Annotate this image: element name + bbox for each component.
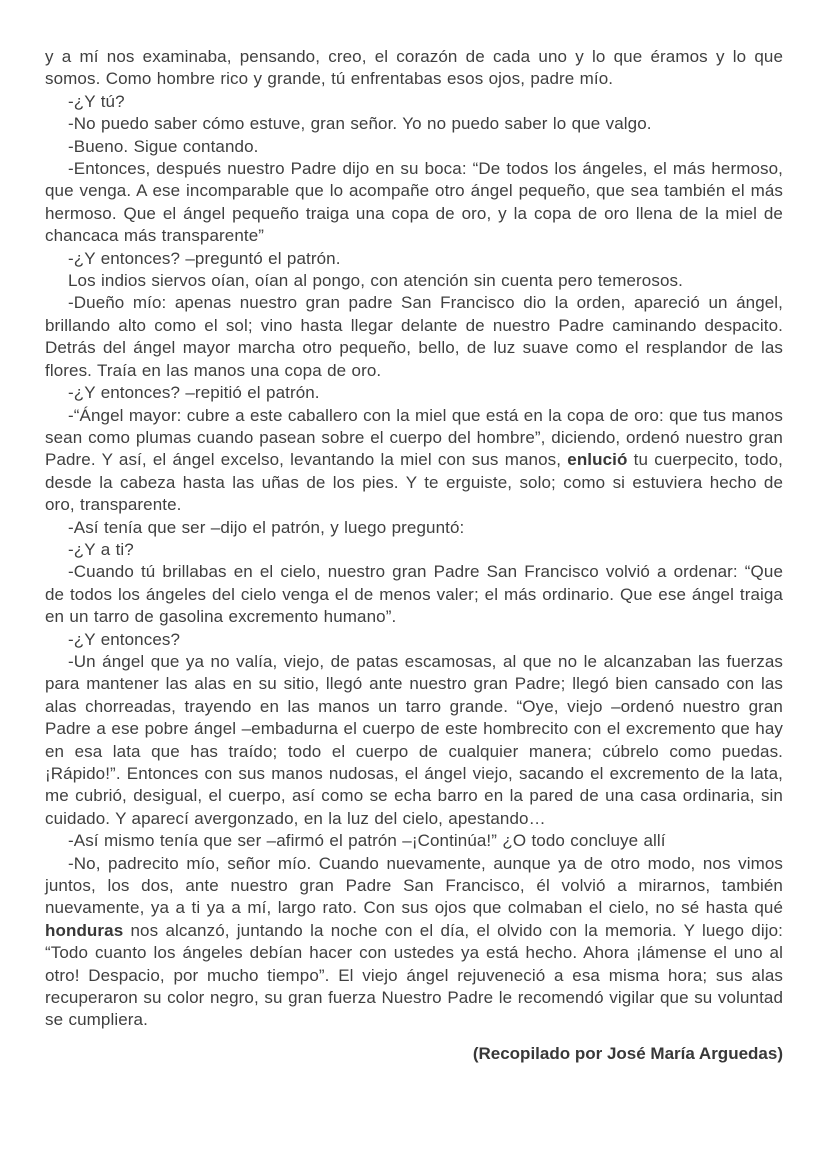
paragraph [45, 113, 783, 135]
text-run: -Así tenía que ser –dijo el patrón, y luego preguntó: [68, 517, 465, 537]
text-run: -Cuando tú brillabas en el cielo, nuestro gran Padre San Francisco volvió a ordenar: “Que de todos los ángeles del cielo venga el de menos valer; el más ordinario. Que ese ángel traiga en un tarro de gasolina excremento humano”. [45, 562, 783, 627]
paragraph [45, 46, 783, 91]
paragraph [45, 158, 783, 248]
paragraph [45, 651, 783, 830]
paragraph [45, 539, 783, 561]
attribution-line: (Recopilado por José María Arguedas) [472, 1043, 783, 1063]
text-run: -“Ángel mayor: cubre a este caballero con la miel que está en la copa de oro: que tus manos sean como plumas cuando pasean sobre el cuerpo del hombre”, diciendo, ordenó nuestro gran Padre. Y así, el ángel excelso, levantando la miel con sus manos, [45, 405, 783, 470]
text-run: -¿Y tú? [68, 91, 125, 111]
text-run: Los indios siervos oían, oían al pongo, con atención sin cuenta pero temerosos. [68, 271, 683, 291]
paragraph [45, 517, 783, 539]
paragraph [45, 91, 783, 113]
text-run: -¿Y entonces? [68, 629, 181, 649]
paragraph [45, 136, 783, 158]
paragraph [45, 629, 783, 651]
paragraph [45, 405, 783, 517]
text-run: -Entonces, después nuestro Padre dijo en su boca: “De todos los ángeles, el más hermoso, que venga. A ese incomparable que lo acompañe otro ángel pequeño, que sea también el más hermoso. Que el ángel pequeño traiga una copa de oro, y la copa de oro llena de la miel de chancaca más transparente” [45, 159, 783, 246]
text-run: -¿Y a ti? [68, 539, 134, 559]
text-run: -No puedo saber cómo estuve, gran señor. Yo no puedo saber lo que valgo. [68, 114, 652, 134]
bold-emphasis: enlució [567, 450, 628, 470]
text-run: -No, padrecito mío, señor mío. Cuando nuevamente, aunque ya de otro modo, nos vimos juntos, los dos, ante nuestro gran Padre San Francisco, él volvió a mirarnos, también nuevamente, ya a ti ya a mí, largo rato. Con sus ojos que colmaban el cielo, no sé hasta qué [45, 853, 783, 918]
text-run: -Así mismo tenía que ser –afirmó el patrón –¡Continúa!” ¿O todo concluye allí [68, 831, 666, 851]
paragraph [45, 853, 783, 1032]
text-run: nos alcanzó, juntando la noche con el día, el olvido con la memoria. Y luego dijo: “Todo cuanto los ángeles debían hacer con ustedes ya está hecho. Ahora ¡lámense el uno al otro! Despacio, por mucho tiempo”. El viejo ángel rejuveneció a esa misma hora; sus alas recuperaron su color negro, su gran fuerza Nuestro Padre le recomendó vigilar que su voluntad se cumpliera. [45, 920, 783, 1030]
text-run: tu cuerpecito, todo, desde la cabeza hasta las uñas de los pies. Y te erguiste, solo; como si estuviera hecho de oro, transparente. [45, 450, 783, 515]
text-run: -¿Y entonces? –repitió el patrón. [68, 383, 320, 403]
paragraph [45, 830, 783, 852]
paragraph [45, 561, 783, 628]
bold-emphasis: honduras [45, 920, 124, 940]
paragraph [45, 382, 783, 404]
story-text [45, 46, 783, 1032]
paragraph [45, 270, 783, 292]
text-run: -Bueno. Sigue contando. [68, 136, 259, 156]
text-run: y a mí nos examinaba, pensando, creo, el corazón de cada uno y lo que éramos y lo que somos. Como hombre rico y grande, tú enfrentabas esos ojos, padre mío. [45, 47, 783, 89]
paragraph [45, 248, 783, 270]
text-run: -Un ángel que ya no valía, viejo, de patas escamosas, al que no le alcanzaban las fuerzas para mantener las alas en su sitio, llegó ante nuestro gran Padre; llegó bien cansado con las alas chorreadas, trayendo en las manos un tarro grande. “Oye, viejo –ordenó nuestro gran Padre a ese pobre ángel –embadurna el cuerpo de este hombrecito con el excremento que hay en esa lata que has traído; todo el cuerpo de cualquier manera; cúbrelo como puedas. ¡Rápido!”. Entonces con sus manos nudosas, el ángel viejo, sacando el excremento de la lata, me cubrió, desigual, el cuerpo, así como se echa barro en la pared de una casa ordinaria, sin cuidado. Y aparecí avergonzado, en la luz del cielo, apestando… [45, 651, 783, 828]
paragraph [45, 292, 783, 382]
text-run: -¿Y entonces? –preguntó el patrón. [68, 248, 341, 268]
text-run: -Dueño mío: apenas nuestro gran padre San Francisco dio la orden, apareció un ángel, brillando alto como el sol; vino hasta llegar delante de nuestro Padre caminando despacito. Detrás del ángel mayor marcha otro pequeño, bello, de luz suave como el resplandor de las flores. Traía en las manos una copa de oro. [45, 293, 783, 380]
